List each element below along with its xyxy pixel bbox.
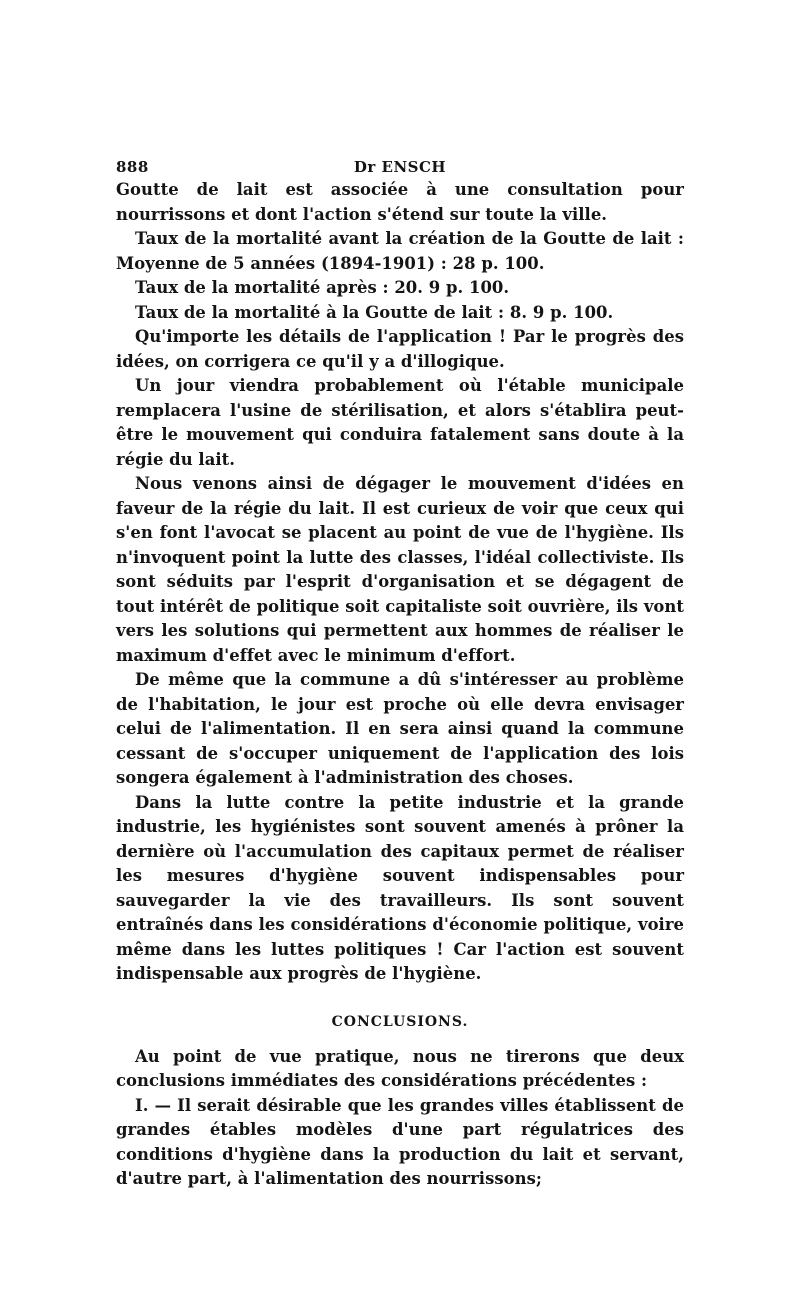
- paragraph: Nous venons ainsi de dégager le mouvement d'idées en faveur de la régie du lait. Il est curieux de voir que ceux qui s'en font l'avocat se placent au point de vue de l'hygiène. Ils n'invoquent point la lutte des classes, l'idéal collectiviste. Ils sont séduits par l'esprit d'organisation et se dégagent de tout intérêt de politique soit capitaliste soit ouvrière, ils vont vers les solutions qui permettent aux hommes de réaliser le maximum d'effet avec le minimum d'effort.: [116, 474, 684, 665]
- page: [116, 152, 684, 1192]
- paragraph: Taux de la mortalité à la Goutte de lait : 8. 9 p. 100.: [135, 302, 614, 322]
- paragraph: Taux de la mortalité avant la création de la Goutte de lait : Moyenne de 5 années (1894-1901) : 28 p. 100.: [116, 229, 684, 273]
- running-header: [116, 152, 684, 178]
- page-number: 888: [116, 158, 149, 176]
- paragraph: Au point de vue pratique, nous ne tirerons que deux conclusions immédiates des considérations précédentes :: [116, 1046, 684, 1090]
- running-title: Dr ENSCH: [353, 158, 447, 176]
- paragraph: Taux de la mortalité après : 20. 9 p. 100.: [135, 278, 510, 297]
- paragraph: I. — Il serait désirable que les grandes villes établissent de grandes étables modèles d'une part régulatrices des conditions d'hygiène dans la production du lait et servant, d'autre part, à l'alimentation des nourrissons;: [116, 1095, 684, 1188]
- conclusions-heading: CONCLUSIONS.: [331, 1013, 469, 1030]
- paragraph: De même que la commune a dû s'intéresser au problème de l'habitation, le jour est proche où elle devra envisager celui de l'alimentation. Il en sera ainsi quand la commune cessant de s'occuper uniquement de l'application des lois songera également à l'administration des choses.: [116, 670, 684, 787]
- body-text: [116, 178, 684, 1192]
- paragraph: Un jour viendra probablement où l'étable municipale remplacera l'usine de stérilisation, et alors s'établira peut-être le mouvement qui conduira fatalement sans doute à la régie du lait.: [116, 376, 684, 469]
- paragraph: Dans la lutte contre la petite industrie et la grande industrie, les hygiénistes sont souvent amenés à prôner la dernière où l'accumulation des capitaux permet de réaliser les mesures d'hygiène souvent indispensables pour sauvegarder la vie des travailleurs. Ils sont souvent entraînés dans les considérations d'économie politique, voire même dans les luttes politiques ! Car l'action est souvent indispensable aux progrès de l'hygiène.: [116, 792, 684, 983]
- paragraph: Qu'importe les détails de l'application ! Par le progrès des idées, on corrigera ce qu'il y a d'illogique.: [116, 327, 684, 371]
- paragraph: Goutte de lait est associée à une consultation pour nourrissons et dont l'action s'étend sur toute la ville.: [116, 180, 684, 224]
